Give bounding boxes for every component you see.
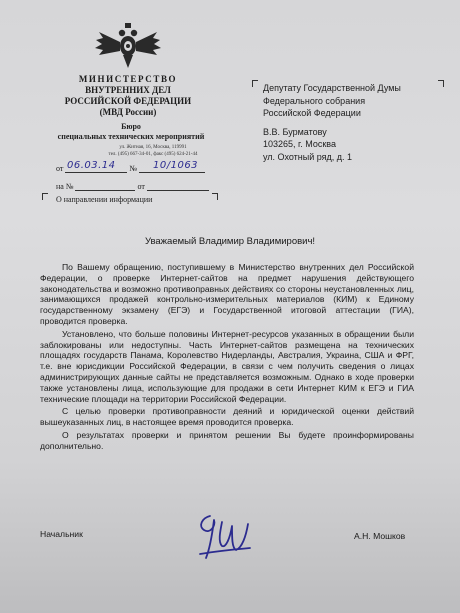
reference-row (56, 181, 209, 191)
reference-number-field (75, 181, 135, 191)
body-paragraph: С целью проверки противоправности деяний и юридической оценки действий вышеуказанных лиц, в настоящее время проводится проверка. (40, 406, 414, 428)
body-paragraph: О результатах проверки и принятом решении Вы будете проинформированы дополнительно. (40, 429, 414, 451)
recipient-line: Депутату Государственной Думы (263, 83, 401, 93)
recipient-line: 103265, г. Москва (263, 139, 336, 149)
ministry-line: РОССИЙСКОЙ ФЕДЕРАЦИИ (64, 96, 192, 106)
reference-number-label: на № (56, 182, 74, 191)
recipient-line: ул. Охотный ряд, д. 1 (263, 151, 353, 162)
recipient-line: Федерального собрания (263, 95, 366, 106)
letter-body (40, 262, 414, 454)
ministry-name (52, 74, 204, 118)
date-label: от (56, 164, 64, 173)
body-paragraph: По Вашему обращению, поступившему в Министерство внутренних дел Российской Федерации, о проверке Интернет-сайтов на предмет нарушения действующего законодательства и возможно противоправных действиях со стороны неустановленных лиц, занимающихся продажей контрольно-измерительных материалов (КИМ) к Единому государственному экзамену (ЕГЭ) и Государственной итоговой аттестации (ГИА), проводится проверка. (40, 262, 414, 326)
recipient-line: Российской Федерации (263, 108, 361, 118)
recipient-line: В.В. Бурматову (263, 126, 327, 137)
handwritten-date: 06.03.14 (67, 160, 116, 171)
ministry-line: МИНИСТЕРСТВО (78, 74, 178, 84)
subject-bracket-left (42, 193, 48, 200)
handwritten-signature-icon (188, 508, 258, 563)
number-label: № (129, 164, 138, 173)
letter-subject: О направлении информации (56, 195, 153, 204)
bureau-line: Бюро (121, 122, 141, 131)
signer-name: А.Н. Мошков (354, 531, 406, 541)
ministry-line: (МВД России) (99, 107, 157, 117)
address-line: ул. Житная, 16, Москва, 119991 (119, 145, 187, 150)
subject-bracket-right (212, 193, 218, 200)
greeting: Уважаемый Владимир Владимирович! (144, 236, 316, 247)
reference-date-label: от (137, 182, 145, 191)
recipient-block (263, 82, 453, 163)
bureau-line: специальных технических мероприятий (57, 132, 205, 141)
reference-date-field (147, 181, 209, 191)
handwritten-number: 10/1063 (153, 160, 199, 171)
ministry-address (78, 144, 228, 158)
ministry-emblem-icon (93, 20, 163, 72)
ministry-line: ВНУТРЕННИХ ДЕЛ (85, 85, 171, 95)
signer-title: Начальник (40, 529, 83, 539)
bureau-name (40, 122, 222, 142)
body-paragraph: Установлено, что больше половины Интернет-ресурсов указанных в обращении были заблокированы или недоступны. Часть Интернет-сайтов размещена на технических площадях государств Панама, Королевство Нидерланды, Австралия, Украина, США и ФРГ, т.е. вне юрисдикции Российской Федерации, в связи с чем получить сведения о лицах администрирующих данные сайты не представляется возможным. Однако в ходе проверки также установлены лица, использующие для продажи в сети Интернет КИМ к ЕГЭ и ГИА технические площади на территории Российской Федерации. (40, 328, 414, 404)
address-line: тел. (495) 667-34-01, факс (495) 624-21-44 (108, 152, 198, 157)
recipient-bracket-left (252, 80, 258, 87)
